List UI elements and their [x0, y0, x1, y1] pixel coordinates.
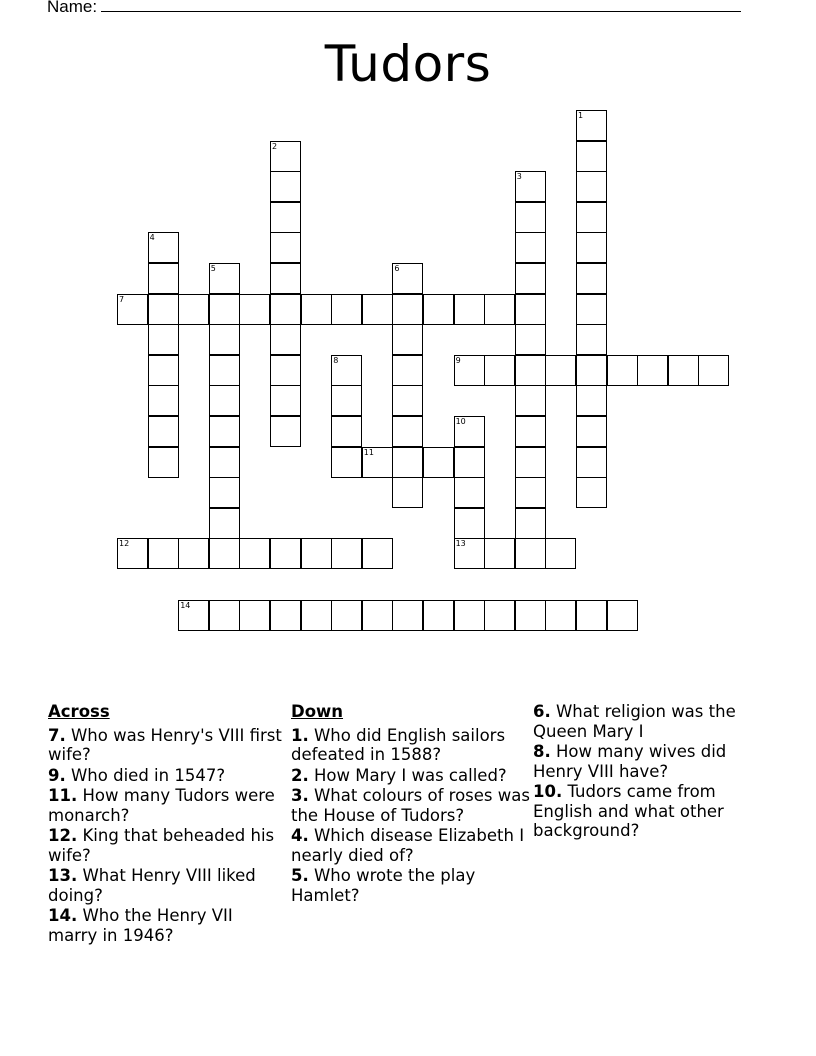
grid-cell[interactable] — [637, 355, 668, 386]
grid-cell[interactable] — [576, 232, 607, 263]
grid-cell[interactable] — [270, 202, 301, 233]
clue-number: 9. — [48, 765, 66, 785]
grid-cell[interactable] — [607, 600, 638, 631]
grid-cell[interactable] — [392, 477, 423, 508]
grid-cell[interactable] — [270, 294, 301, 325]
grid-cell[interactable] — [270, 355, 301, 386]
grid-cell[interactable] — [576, 416, 607, 447]
grid-cell[interactable] — [454, 477, 485, 508]
clue-text: Which disease Elizabeth I nearly died of? — [291, 826, 525, 865]
grid-cell[interactable] — [576, 110, 607, 141]
grid-cell[interactable] — [454, 447, 485, 478]
down-clues-continued — [533, 702, 763, 842]
grid-cell[interactable] — [484, 538, 515, 569]
grid-cell[interactable] — [270, 600, 301, 631]
grid-cell[interactable] — [239, 600, 270, 631]
clue-number: 13 — [455, 539, 466, 549]
grid-cell[interactable] — [576, 477, 607, 508]
grid-cell[interactable] — [668, 355, 699, 386]
grid-cell[interactable] — [270, 171, 301, 202]
grid-cell[interactable] — [515, 477, 546, 508]
grid-cell[interactable] — [270, 538, 301, 569]
grid-cell[interactable] — [423, 447, 454, 478]
grid-cell[interactable] — [392, 447, 423, 478]
grid-cell[interactable] — [454, 508, 485, 539]
clue-text: How Mary I was called? — [308, 765, 507, 785]
across-heading: Across — [48, 702, 110, 721]
grid-cell[interactable] — [209, 385, 240, 416]
grid-cell[interactable] — [331, 538, 362, 569]
grid-cell[interactable] — [117, 538, 148, 569]
clue-text: Who did English sailors defeated in 1588? — [291, 725, 506, 764]
grid-cell[interactable] — [362, 294, 393, 325]
grid-cell[interactable] — [148, 324, 179, 355]
grid-cell[interactable] — [362, 600, 393, 631]
grid-cell[interactable] — [454, 600, 485, 631]
grid-cell[interactable] — [362, 447, 393, 478]
grid-cell[interactable] — [515, 171, 546, 202]
grid-cell[interactable] — [698, 355, 729, 386]
grid-cell[interactable] — [515, 263, 546, 294]
grid-cell[interactable] — [301, 538, 332, 569]
clue-number: 4 — [149, 233, 155, 243]
clue-item — [48, 866, 283, 905]
grid-cell[interactable] — [545, 538, 576, 569]
grid-cell[interactable] — [209, 355, 240, 386]
grid-cell[interactable] — [209, 324, 240, 355]
clue-text: How many Tudors were monarch? — [48, 786, 275, 825]
grid-cell[interactable] — [515, 294, 546, 325]
grid-cell[interactable] — [148, 385, 179, 416]
clue-number: 7 — [119, 294, 125, 304]
clue-number: 1. — [291, 725, 309, 745]
grid-cell[interactable] — [545, 355, 576, 386]
grid-cell[interactable] — [178, 294, 209, 325]
grid-cell[interactable] — [576, 263, 607, 294]
grid-cell[interactable] — [576, 447, 607, 478]
grid-cell[interactable] — [301, 600, 332, 631]
grid-cell[interactable] — [515, 355, 546, 386]
grid-cell[interactable] — [392, 263, 423, 294]
grid-cell[interactable] — [178, 538, 209, 569]
grid-cell[interactable] — [576, 355, 607, 386]
grid-cell[interactable] — [148, 416, 179, 447]
clue-number: 9 — [455, 355, 461, 365]
grid-cell[interactable] — [209, 294, 240, 325]
grid-cell[interactable] — [576, 171, 607, 202]
grid-cell[interactable] — [239, 538, 270, 569]
clue-number: 13. — [48, 866, 78, 885]
clue-number: 6 — [394, 264, 400, 273]
grid-cell[interactable] — [117, 294, 148, 325]
clue-number: 5. — [291, 866, 309, 885]
clue-number: 3. — [291, 786, 309, 805]
grid-cell[interactable] — [515, 538, 546, 569]
clue-item — [48, 766, 283, 786]
clue-number: 14 — [180, 600, 191, 610]
clue-number: 3 — [516, 172, 522, 182]
clue-item — [291, 766, 531, 786]
clue-number: 8. — [533, 742, 551, 761]
grid-cell[interactable] — [576, 141, 607, 172]
grid-cell[interactable] — [331, 416, 362, 447]
grid-cell[interactable] — [484, 355, 515, 386]
grid-cell[interactable] — [515, 600, 546, 631]
grid-cell[interactable] — [148, 355, 179, 386]
clue-number: 12 — [119, 539, 130, 549]
clue-number: 8 — [333, 355, 339, 365]
grid-cell[interactable] — [148, 232, 179, 263]
clue-text: What Henry VIII liked doing? — [48, 866, 256, 905]
grid-cell[interactable] — [515, 232, 546, 263]
clue-number: 14. — [48, 906, 78, 925]
grid-cell[interactable] — [484, 600, 515, 631]
grid-cell[interactable] — [423, 600, 454, 631]
clue-number: 10 — [455, 417, 466, 426]
grid-cell[interactable] — [607, 355, 638, 386]
grid-cell[interactable] — [454, 538, 485, 569]
grid-cell[interactable] — [270, 141, 301, 172]
grid-cell[interactable] — [270, 263, 301, 294]
clue-item — [533, 702, 763, 741]
across-clues — [48, 702, 283, 946]
grid-cell[interactable] — [331, 385, 362, 416]
grid-cell[interactable] — [270, 324, 301, 355]
clue-number: 1 — [578, 111, 584, 120]
grid-cell[interactable] — [423, 294, 454, 325]
grid-cell[interactable] — [392, 416, 423, 447]
grid-cell[interactable] — [270, 385, 301, 416]
grid-cell[interactable] — [392, 385, 423, 416]
clue-number: 11. — [48, 786, 78, 805]
down-heading: Down — [291, 702, 344, 721]
grid-cell[interactable] — [178, 600, 209, 631]
clue-text: King that beheaded his wife? — [48, 826, 275, 865]
grid-cell[interactable] — [392, 600, 423, 631]
clue-item — [291, 866, 531, 905]
clue-text: Tudors came from English and what other background? — [533, 782, 724, 840]
clue-number: 5 — [210, 264, 216, 273]
clue-item — [291, 826, 531, 865]
grid-cell[interactable] — [545, 600, 576, 631]
grid-cell[interactable] — [209, 600, 240, 631]
page-title: Tudors — [324, 35, 492, 93]
clue-item — [533, 782, 763, 841]
grid-cell[interactable] — [515, 385, 546, 416]
grid-cell[interactable] — [209, 263, 240, 294]
grid-cell[interactable] — [209, 447, 240, 478]
grid-cell[interactable] — [515, 508, 546, 539]
grid-cell[interactable] — [454, 416, 485, 447]
grid-cell[interactable] — [392, 294, 423, 325]
grid-cell[interactable] — [301, 294, 332, 325]
name-label: Name: — [47, 0, 98, 16]
clue-text: What religion was the Queen Mary I — [533, 702, 736, 741]
clue-item — [533, 742, 763, 781]
clue-item — [48, 826, 283, 865]
grid-cell[interactable] — [209, 538, 240, 569]
clue-text: What colours of roses was the House of Tudors? — [291, 786, 530, 825]
grid-cell[interactable] — [392, 355, 423, 386]
grid-cell[interactable] — [148, 263, 179, 294]
clue-text: Who was Henry's VIII first wife? — [48, 725, 282, 764]
clue-item — [48, 786, 283, 825]
grid-cell[interactable] — [148, 447, 179, 478]
down-clues — [291, 702, 531, 906]
clue-number: 2 — [272, 141, 278, 151]
clue-number: 6. — [533, 702, 551, 721]
grid-cell[interactable] — [148, 294, 179, 325]
clue-text: Who died in 1547? — [65, 765, 226, 785]
clue-number: 4. — [291, 826, 309, 845]
grid-cell[interactable] — [515, 324, 546, 355]
grid-cell[interactable] — [331, 294, 362, 325]
clue-number: 10. — [533, 782, 563, 801]
clue-item — [291, 726, 531, 765]
grid-cell[interactable] — [515, 447, 546, 478]
grid-cell[interactable] — [576, 600, 607, 631]
clue-number: 12. — [48, 826, 78, 845]
grid-cell[interactable] — [484, 294, 515, 325]
clue-text: Who the Henry VII marry in 1946? — [48, 906, 233, 945]
clue-item — [291, 786, 531, 825]
grid-cell[interactable] — [576, 202, 607, 233]
grid-cell[interactable] — [331, 447, 362, 478]
grid-cell[interactable] — [515, 416, 546, 447]
clue-text: How many wives did Henry VIII have? — [533, 742, 727, 781]
grid-cell[interactable] — [331, 355, 362, 386]
grid-cell[interactable] — [515, 202, 546, 233]
clue-number: 2. — [291, 765, 309, 785]
grid-cell[interactable] — [270, 416, 301, 447]
grid-cell[interactable] — [148, 538, 179, 569]
grid-cell[interactable] — [209, 477, 240, 508]
grid-cell[interactable] — [331, 600, 362, 631]
clue-text: Who wrote the play Hamlet? — [291, 866, 476, 905]
grid-cell[interactable] — [454, 294, 485, 325]
grid-cell[interactable] — [209, 508, 240, 539]
grid-cell[interactable] — [209, 416, 240, 447]
clue-number: 7. — [48, 725, 66, 745]
grid-cell[interactable] — [270, 232, 301, 263]
grid-cell[interactable] — [454, 355, 485, 386]
grid-cell[interactable] — [576, 294, 607, 325]
clue-item — [48, 906, 283, 945]
grid-cell[interactable] — [362, 538, 393, 569]
clue-number: 11 — [363, 447, 374, 457]
grid-cell[interactable] — [576, 324, 607, 355]
grid-cell[interactable] — [392, 324, 423, 355]
clue-item — [48, 726, 283, 765]
grid-cell[interactable] — [239, 294, 270, 325]
grid-cell[interactable] — [576, 385, 607, 416]
